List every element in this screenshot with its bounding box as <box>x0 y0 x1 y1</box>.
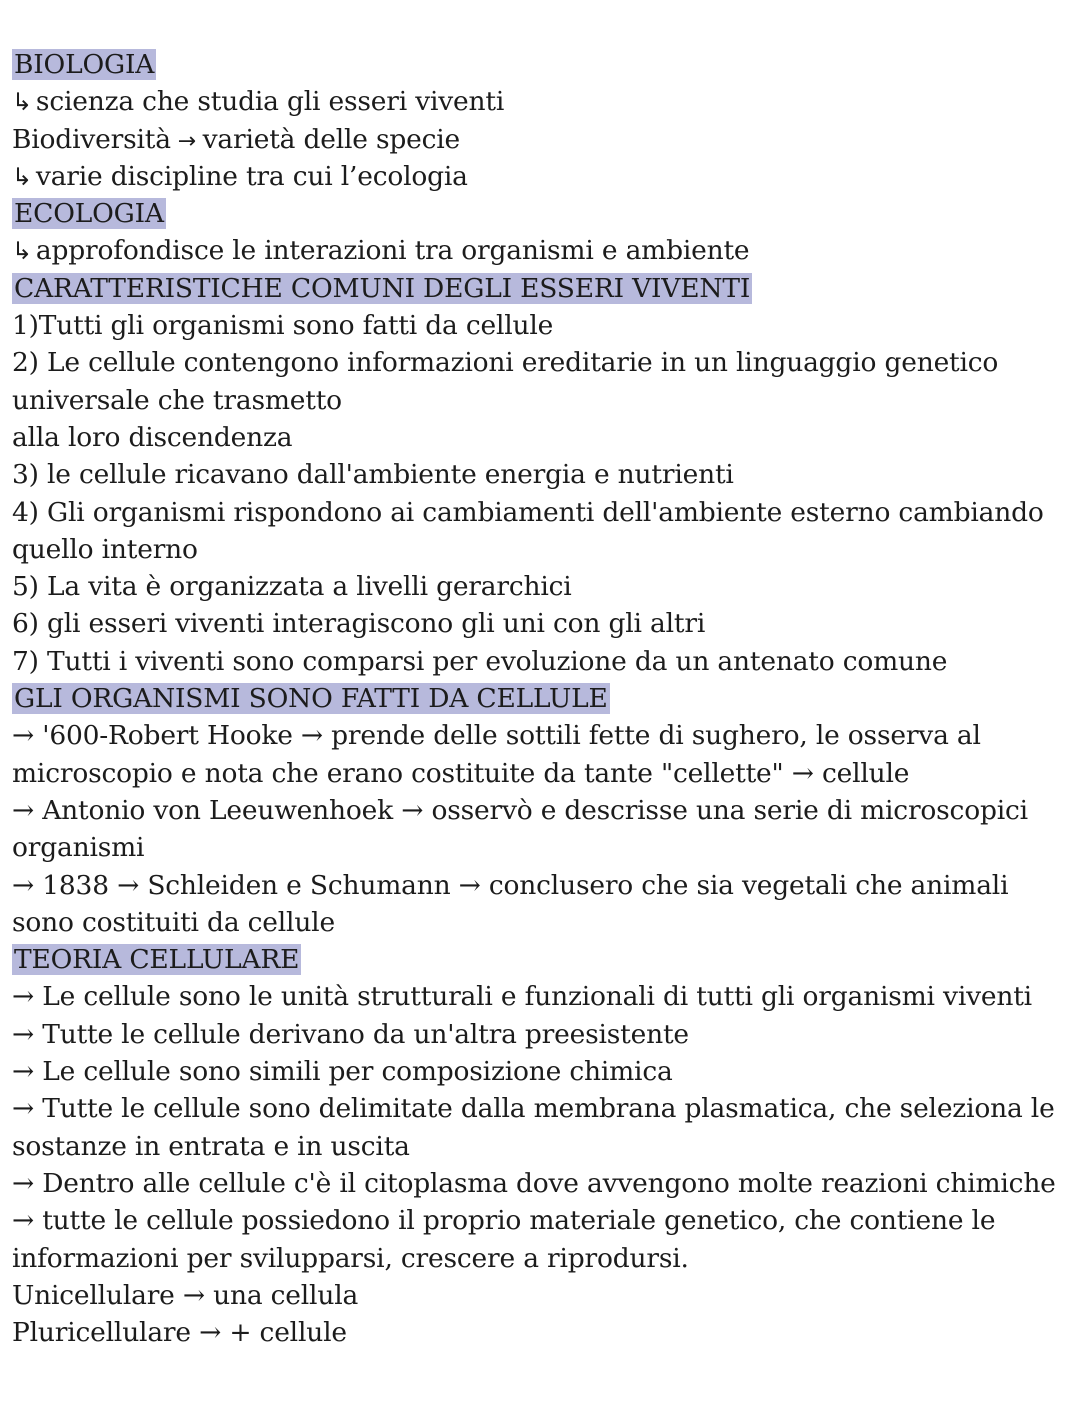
unicellulare-line: Unicellulare → una cellula <box>12 1279 359 1311</box>
heading-text: GLI ORGANISMI SONO FATTI DA CELLULE <box>14 683 608 715</box>
list-item: 5) La vita è organizzata a livelli gerarchici <box>12 571 572 603</box>
list-item: alla loro discendenza <box>12 421 293 453</box>
heading-cellule <box>12 680 1074 717</box>
biodiversita-line: Biodiversità → varietà delle specie <box>12 123 461 155</box>
list-item: → Le cellule sono le unità strutturali e funzionali di tutti gli organismi viventi <box>12 981 1032 1013</box>
list-item: → Antonio von Leeuwenhoek → osservò e descrisse una serie di microscopici <box>12 794 1028 826</box>
list-item: universale che trasmetto <box>12 384 342 416</box>
hook-arrow-icon: ↳ <box>12 237 32 266</box>
list-item: 1)Tutti gli organismi sono fatti da cellule <box>12 310 554 342</box>
list-item: → Dentro alle cellule c'è il citoplasma dove avvengono molte reazioni chimiche <box>12 1167 1056 1199</box>
list-item: 2) Le cellule contengono informazioni ereditarie in un linguaggio genetico <box>12 347 999 379</box>
discipline-line: ↳ varie discipline tra cui l’ecologia <box>12 158 1074 195</box>
list-item: microscopio e nota che erano costituite da tante "cellette" → cellule <box>12 757 910 789</box>
list-item: 7) Tutti i viventi sono comparsi per evoluzione da un antenato comune <box>12 645 948 677</box>
right-arrow-icon: → <box>170 128 203 154</box>
list-item: informazioni per svilupparsi, crescere a riprodursi. <box>12 1242 689 1274</box>
list-item: → Le cellule sono simili per composizione chimica <box>12 1056 673 1088</box>
list-item: sono costituiti da cellule <box>12 906 335 938</box>
heading-text: CARATTERISTICHE COMUNI DEGLI ESSERI VIVENTI <box>14 272 751 304</box>
heading-text: TEORIA CELLULARE <box>14 944 300 976</box>
pluricellulare-line: Pluricellulare → + cellule <box>12 1317 347 1349</box>
list-item: → Tutte le cellule derivano da un'altra preesistente <box>12 1018 689 1050</box>
heading-ecologia <box>12 195 1074 232</box>
biologia-definition: ↳ scienza che studia gli esseri viventi <box>12 83 1074 120</box>
list-item: organismi <box>12 832 145 864</box>
list-item: sostanze in entrata e in uscita <box>12 1130 410 1162</box>
heading-text: ECOLOGIA <box>14 198 164 230</box>
notes-page <box>12 46 1074 1351</box>
list-item: 6) gli esseri viventi interagiscono gli uni con gli altri <box>12 608 706 640</box>
heading-caratteristiche <box>12 270 1074 307</box>
list-item: → 1838 → Schleiden e Schumann → conclusero che sia vegetali che animali <box>12 869 1009 901</box>
list-item: quello interno <box>12 533 198 565</box>
heading-text: BIOLOGIA <box>14 49 155 80</box>
ecologia-definition: ↳ approfondisce le interazioni tra organismi e ambiente <box>12 232 1074 269</box>
list-item: 4) Gli organismi rispondono ai cambiamenti dell'ambiente esterno cambiando <box>12 496 1044 528</box>
hook-arrow-icon: ↳ <box>12 162 32 191</box>
heading-teoria-cellulare <box>12 941 1074 978</box>
list-item: → '600-Robert Hooke → prende delle sottili fette di sughero, le osserva al <box>12 720 981 752</box>
heading-biologia <box>12 46 1074 83</box>
list-item: 3) le cellule ricavano dall'ambiente energia e nutrienti <box>12 459 734 491</box>
list-item: → Tutte le cellule sono delimitate dalla membrana plasmatica, che seleziona le <box>12 1093 1055 1125</box>
list-item: → tutte le cellule possiedono il proprio materiale genetico, che contiene le <box>12 1205 996 1237</box>
hook-arrow-icon: ↳ <box>12 88 32 117</box>
